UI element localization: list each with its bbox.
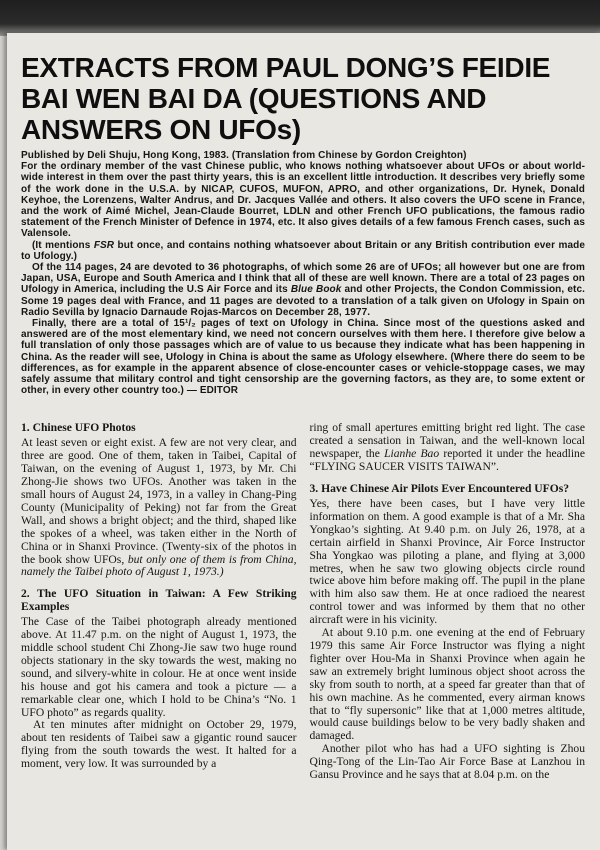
article-title-line-2: BAI WEN BAI DA (QUESTIONS AND [21, 83, 487, 114]
section-2-heading: 2. The UFO Situation in Taiwan: A Few Striking Examples [21, 587, 297, 614]
intro-paragraph-4: Finally, there are a total of 15¹/₂ pages of text on Ufology in China. Since most of the questions asked and answered are of the most elementary kind, we need not concern ourselves with them here. I therefore give below a full translation of only those passages which are of value to us because they indicate what has been happening in China. As the reader will see, Ufology in China is about the same as Ufology elsewhere. (Where there do seem to be differences, as for example in the apparent absence of close-encounter cases or vehicle-stoppage cases, we may safely assume that military control and tight censorship are the governing factors, as they are, to some extent or other, in every other country too.) — EDITOR [21, 318, 585, 397]
section-3-paragraph-2: At about 9.10 p.m. one evening at the end of February 1979 this same Air Force Instructor was flying a night fighter over Hou-Ma in Shanxi Province when again he saw an extremely bright luminous object shoot across the sky from south to north, at a speed far greater than that of his own machine. As he commented, every airman knows that to “fly supersonic” like that at 1,000 metres altitude, would cause buildings below to be very badly shaken and damaged. [309, 626, 585, 743]
section-2-continuation: ring of small apertures emitting bright red light. The case created a sensation in Taiwan, and the well-known local newspaper, the Lianhe Bao reported it under the headline “FLYING SAUCER VISITS TAIWAN”. [309, 421, 585, 474]
page-left-edge [0, 36, 7, 850]
magazine-page [7, 33, 600, 850]
section-3-paragraph-1: Yes, there have been cases, but I have very little information on them. A good example is that of a Mr. Sha Yongkao’s sighting. At 9.40 p.m. on July 26, 1978, at a certain airfield in Shanxi Province, Air Force Instructor Sha Yongkao was piloting a plane, and flying at 3,000 metres, when he saw two glowing objects circle round twice above him before making off. The pupil in the plane with him also saw them. He at once radioed the nearest control tower and was informed by them that no other aircraft were in his vicinity. [309, 497, 585, 627]
section-2-paragraph-2: At ten minutes after midnight on October 29, 1979, about ten residents of Taibei saw a gigantic round saucer flying from the south towards the west. It halted for a moment, very low. It was surrounded by a [21, 718, 297, 771]
intro-paragraph-1: For the ordinary member of the vast Chinese public, who knows nothing whatsoever about UFOs or about world-wide interest in them over the past thirty years, this is an excellent little introduction. It describes very briefly some of the work done in the U.S.A. by NICAP, CUFOS, MUFON, APRO, and other organizations, Dr. Hynek, Donald Keyhoe, the Lorenzens, Walter Andrus, and Dr. Jacques Vallée and others. It also covers the UFO scene in France, and the work of Aimé Michel, Jean-Claude Bourret, LDLN and other French UFO publications, the famous radio statement of the French Minister of Defence in 1974, etc. It also gives details of a few famous French cases, such as Valensole. [21, 161, 585, 240]
article-title-line-3: ANSWERS ON UFOs) [21, 114, 301, 145]
section-1-paragraph-1: At least seven or eight exist. A few are not very clear, and three are good. One of them, taken in Taibei, Capital of Taiwan, on the evening of August 1, 1973, by Mr. Chi Zhong-Jie shows two UFOs. Another was taken in the small hours of August 24, 1973, in a valley in Chang-Ping County (Municipality of Peking) not far from the Great Wall, and shows a bright object; and the third, shaped like the spokes of a wheel, was taken either in the North of China or in Shanxi Province. (Twenty-six of the photos in the book show UFOs, but only one of them is from China, namely the Taibei photo of August 1, 1973.) [21, 436, 297, 579]
publisher-line: Published by Deli Shuju, Hong Kong, 1983. (Translation from Chinese by Gordon Creighton) [21, 150, 467, 161]
intro-paragraph-2: (It mentions FSR but once, and contains nothing whatsoever about Britain or any British contribution ever made to Ufology.) [21, 239, 585, 262]
article-title-line-1: EXTRACTS FROM PAUL DONG’S FEIDIE [21, 52, 551, 83]
editor-introduction [21, 150, 585, 396]
article-body [21, 422, 585, 781]
section-3-heading: 3. Have Chinese Air Pilots Ever Encountered UFOs? [309, 482, 570, 496]
section-1-heading: 1. Chinese UFO Photos [21, 421, 136, 435]
section-2-paragraph-1: The Case of the Taibei photograph already mentioned above. At 11.47 p.m. on the night of August 1, 1973, the middle school student Chi Zhong-Jie saw two huge round objects stationary in the sky towards the west, making no sound, and silvery-white in colour. He at once went inside his house and got his camera and took a picture — a remarkable clear one, which I hold to be China’s “No. 1 UFO photo” as regards quality. [21, 615, 297, 719]
intro-paragraph-3: Of the 114 pages, 24 are devoted to 36 photographs, of which some 26 are of UFOs; all however but one are from Japan, USA, Europe and South America and I think that all of these are well known. There are a total of 23 pages on Ufology in America, including the U.S Air Force and its Blue Book and other Projects, the Condon Commission, etc. Some 19 pages deal with France, and 11 pages are devoted to a translation of a talk given on Ufology in Spain on Radio Sevilla by Ignacio Darnaude Rojas-Marcos on December 28, 1977. [21, 262, 585, 318]
article-title [21, 52, 585, 145]
right-column [310, 422, 586, 781]
section-3-paragraph-3: Another pilot who has had a UFO sighting is Zhou Qing-Tong of the Lin-Tao Air Force Base at Lanzhou in Gansu Province and he says that at 8.04 p.m. on the [309, 742, 585, 782]
left-column [21, 422, 297, 781]
